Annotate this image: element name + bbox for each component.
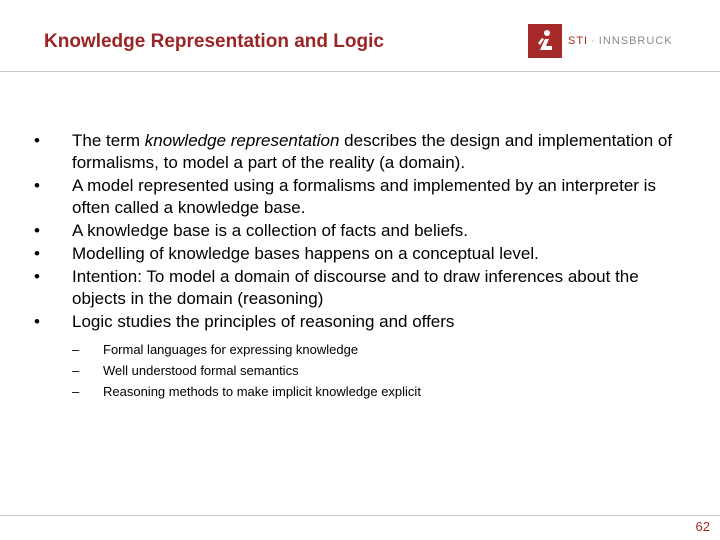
sub-bullet-glyph: – bbox=[72, 363, 80, 378]
sub-bullet-text: Reasoning methods to make implicit knowledge explicit bbox=[103, 384, 421, 399]
bullet-item bbox=[30, 266, 690, 310]
logo-separator: · bbox=[591, 35, 596, 47]
sub-bullet-item bbox=[72, 381, 690, 402]
bullet-text-post: describes the design and implementation of formalisms, to model a part of the reality (a domain). bbox=[72, 131, 673, 172]
bullet-text: Logic studies the principles of reasoning and offers bbox=[72, 312, 455, 331]
page-number: 62 bbox=[695, 519, 710, 534]
bullet-glyph: • bbox=[34, 312, 40, 331]
bullet-item bbox=[30, 311, 690, 402]
bullet-item bbox=[30, 130, 690, 174]
bullet-text-emphasis: knowledge representation bbox=[144, 131, 340, 150]
bullet-item bbox=[30, 175, 690, 219]
sub-bullet-glyph: – bbox=[72, 384, 80, 399]
sub-bullet-list bbox=[72, 339, 690, 402]
sti-logo-icon bbox=[528, 24, 562, 58]
footer-rule bbox=[0, 515, 720, 516]
header-rule bbox=[0, 71, 720, 72]
bullet-glyph: • bbox=[34, 176, 40, 195]
slide-title: Knowledge Representation and Logic bbox=[44, 31, 384, 52]
bullet-item bbox=[30, 243, 690, 265]
sub-bullet-text: Formal languages for expressing knowledge bbox=[103, 342, 359, 357]
bullet-text: Modelling of knowledge bases happens on a conceptual level. bbox=[72, 244, 539, 263]
sub-bullet-item bbox=[72, 339, 690, 360]
sti-innsbruck-logo bbox=[528, 24, 673, 58]
bullet-text: A model represented using a formalisms and implemented by an interpreter is often called a knowledge base. bbox=[72, 176, 656, 217]
bullet-glyph: • bbox=[34, 244, 40, 263]
bullet-item bbox=[30, 220, 690, 242]
bullet-text: Intention: To model a domain of discourse and to draw inferences about the objects in the domain (reasoning) bbox=[72, 267, 639, 308]
sub-bullet-text: Well understood formal semantics bbox=[103, 363, 299, 378]
sub-bullet-glyph: – bbox=[72, 342, 80, 357]
bullet-glyph: • bbox=[34, 221, 40, 240]
logo-brand: STI bbox=[568, 35, 589, 47]
bullet-glyph: • bbox=[34, 267, 40, 286]
logo-place: INNSBRUCK bbox=[598, 35, 673, 47]
bullet-text-pre: The term bbox=[72, 131, 145, 150]
bullet-text: A knowledge base is a collection of facts and beliefs. bbox=[72, 221, 468, 240]
logo-text bbox=[568, 35, 673, 47]
bullet-list bbox=[30, 130, 690, 403]
sub-bullet-item bbox=[72, 360, 690, 381]
bullet-glyph: • bbox=[34, 131, 40, 150]
